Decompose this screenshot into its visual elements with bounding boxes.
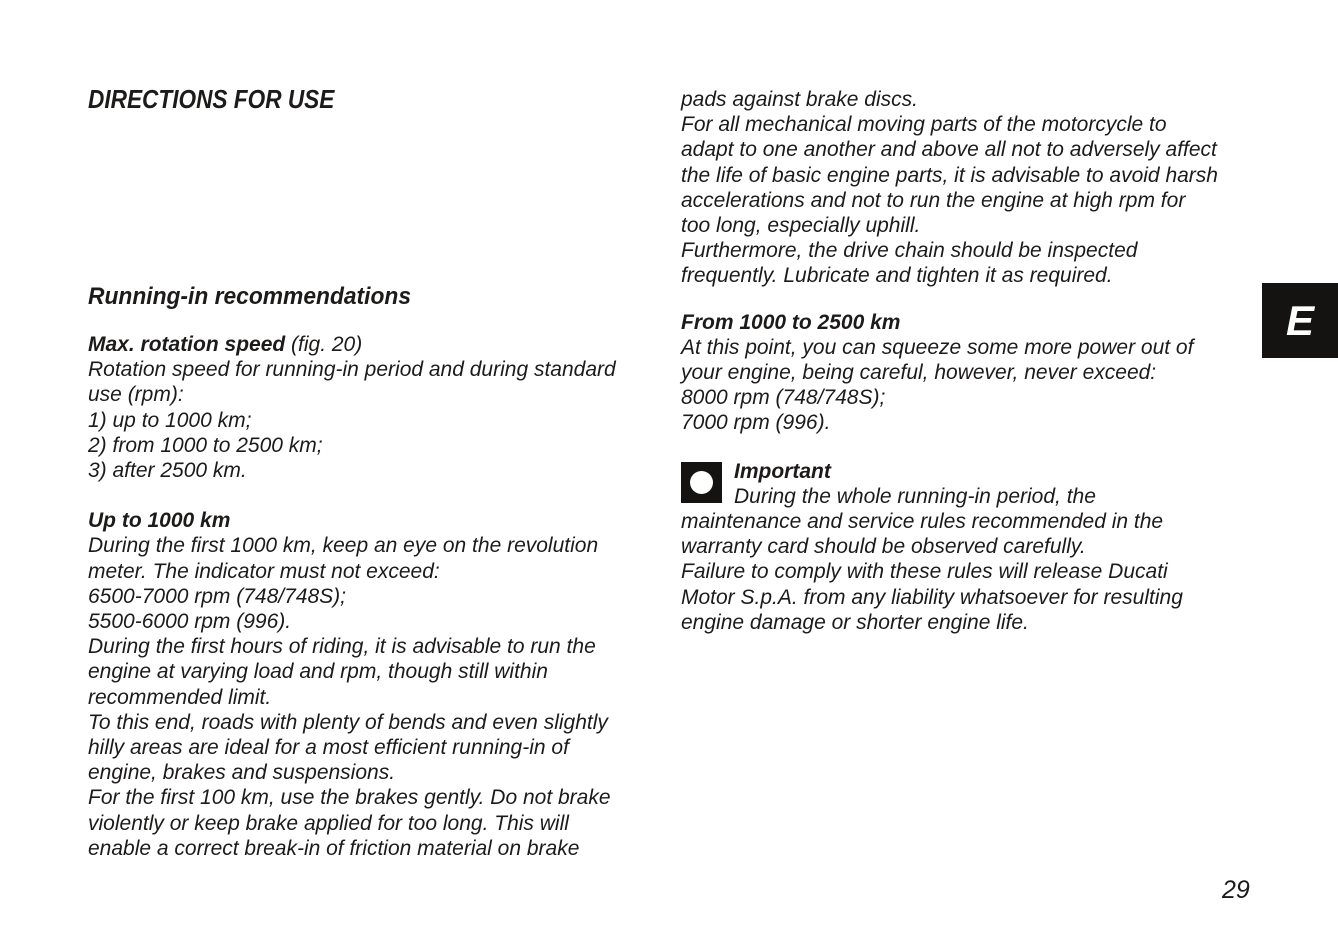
important-note-icon bbox=[681, 462, 722, 503]
up-to-1000-km-section bbox=[88, 508, 650, 861]
max-rotation-speed-body bbox=[88, 357, 650, 483]
text-line: Failure to comply with these rules will release Ducati bbox=[681, 560, 1168, 584]
max-rotation-speed-section bbox=[88, 332, 650, 483]
max-rotation-speed-heading-bold: Max. rotation speed bbox=[88, 333, 286, 356]
text-line: meter. The indicator must not exceed: bbox=[88, 559, 440, 583]
important-heading: Important bbox=[734, 459, 831, 483]
running-in-heading: Running-in recommendations bbox=[88, 283, 412, 310]
text-line: warranty card should be observed carefully. bbox=[681, 535, 1086, 559]
text-line: accelerations and not to run the engine at high rpm for bbox=[681, 188, 1186, 212]
text-line: recommended limit. bbox=[88, 685, 272, 709]
text-line: engine, brakes and suspensions. bbox=[88, 761, 396, 785]
important-first-line: During the whole running-in period, the bbox=[734, 484, 1096, 508]
important-note-icon-dot bbox=[690, 471, 713, 494]
max-rotation-speed-heading bbox=[88, 332, 650, 357]
text-line: During the first 1000 km, keep an eye on the revolution bbox=[88, 534, 599, 558]
text-line: 6500-7000 rpm (748/748S); bbox=[88, 584, 346, 608]
from-1000-to-2500-km-body bbox=[681, 335, 1261, 436]
text-line: At this point, you can squeeze some more power out of bbox=[681, 335, 1194, 359]
text-line: 8000 rpm (748/748S); bbox=[681, 386, 886, 410]
text-line: To this end, roads with plenty of bends and even slightly bbox=[88, 710, 608, 734]
important-note-section bbox=[681, 459, 1261, 635]
text-line: engine at varying load and rpm, though still within bbox=[88, 660, 548, 684]
text-line: engine damage or shorter engine life. bbox=[681, 610, 1029, 634]
text-line: the life of basic engine parts, it is advisable to avoid harsh bbox=[681, 163, 1218, 187]
from-1000-to-2500-km-section bbox=[681, 310, 1261, 436]
page-title: DIRECTIONS FOR USE bbox=[88, 84, 335, 114]
fig-reference: (fig. 20) bbox=[285, 333, 363, 356]
page-number: 29 bbox=[1222, 876, 1250, 904]
text-line: pads against brake discs. bbox=[681, 88, 918, 111]
text-line: violently or keep brake applied for too long. This will bbox=[88, 811, 569, 835]
section-tab-letter: E bbox=[1285, 296, 1314, 344]
text-line: 7000 rpm (996). bbox=[681, 411, 831, 435]
text-line: use (rpm): bbox=[88, 383, 184, 407]
text-line: Motor S.p.A. from any liability whatsoever for resulting bbox=[681, 585, 1183, 609]
text-line: frequently. Lubricate and tighten it as required. bbox=[681, 264, 1113, 288]
continuation-paragraph bbox=[681, 87, 1261, 289]
text-line: adapt to one another and above all not to adversely affect bbox=[681, 138, 1217, 162]
text-line: enable a correct break-in of friction material on brake bbox=[88, 836, 580, 860]
text-line: 3) after 2500 km. bbox=[88, 459, 247, 483]
text-line: 1) up to 1000 km; bbox=[88, 408, 252, 432]
from-1000-to-2500-km-heading: From 1000 to 2500 km bbox=[681, 310, 901, 334]
up-to-1000-km-body bbox=[88, 533, 650, 861]
text-line: Rotation speed for running-in period and during standard bbox=[88, 358, 616, 382]
section-tab-e bbox=[1262, 283, 1338, 358]
text-line: For all mechanical moving parts of the motorcycle to bbox=[681, 113, 1167, 137]
text-line: 2) from 1000 to 2500 km; bbox=[88, 433, 323, 457]
text-line: For the first 100 km, use the brakes gently. Do not brake bbox=[88, 786, 611, 810]
up-to-1000-km-heading: Up to 1000 km bbox=[88, 509, 231, 533]
important-body bbox=[681, 509, 1261, 635]
text-line: hilly areas are ideal for a most efficient running-in of bbox=[88, 736, 569, 760]
text-line: Furthermore, the drive chain should be inspected bbox=[681, 239, 1138, 263]
text-line: maintenance and service rules recommended in the bbox=[681, 510, 1164, 534]
left-column bbox=[88, 86, 650, 861]
text-line: During the first hours of riding, it is advisable to run the bbox=[88, 635, 596, 659]
text-line: your engine, being careful, however, never exceed: bbox=[681, 361, 1157, 385]
text-line: 5500-6000 rpm (996). bbox=[88, 610, 292, 634]
right-column bbox=[681, 87, 1261, 635]
text-line: too long, especially uphill. bbox=[681, 214, 921, 238]
